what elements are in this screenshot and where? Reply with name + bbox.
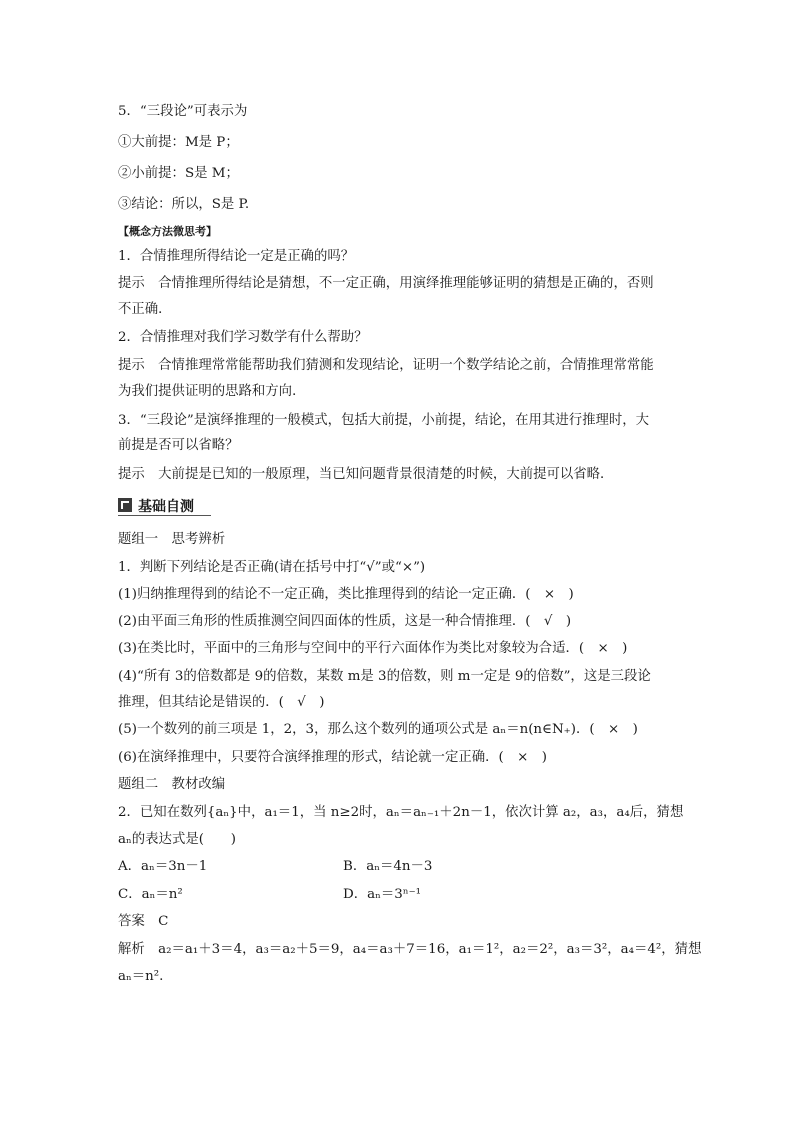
answer: 答案 C: [118, 914, 169, 929]
section-icon: [118, 498, 132, 512]
option-b: B．aₙ＝4n－3: [343, 859, 433, 874]
concept-question-3-line2: 前提是否可以省略？: [118, 438, 239, 453]
option-d: D．aₙ＝3ⁿ⁻¹: [343, 887, 422, 902]
statement-5: (5)一个数列的前三项是 1，2，3，那么这个数列的通项公式是 aₙ＝n(n∈N₊)．( × ): [118, 722, 638, 737]
concept-question-3-line1: 3．“三段论”是演绎推理的一般模式，包括大前提，小前提，结论，在用其进行推理时，大: [118, 413, 650, 428]
statement-6: (6)在演绎推理中，只要符合演绎推理的形式，结论就一定正确．( × ): [118, 750, 547, 765]
concept-question-1: 1．合情推理所得结论一定是正确的吗？: [118, 249, 355, 264]
group2-question-line1: 2．已知在数列{aₙ}中，a₁＝1，当 n≥2时，aₙ＝aₙ₋₁＋2n－1，依次计算 a₂，a₃，a₄后，猜想: [118, 805, 684, 820]
explanation-line1: 解析 a₂＝a₁＋3＝4，a₃＝a₂＋5＝9，a₄＝a₃＋7＝16，a₁＝1²，a₂＝2²，a₃＝3²，a₄＝4²，猜想: [118, 942, 702, 957]
concept-answer-3: 提示 大前提是已知的一般原理，当已知问题背景很清楚的时候，大前提可以省略．: [118, 467, 614, 482]
statement-1: (1)归纳推理得到的结论不一定正确，类比推理得到的结论一定正确．( × ): [118, 587, 574, 602]
major-premise: ①大前提：M是 P；: [118, 135, 239, 150]
minor-premise: ②小前提：S是 M；: [118, 166, 239, 181]
explanation-line2: aₙ＝n².: [118, 969, 164, 984]
section-header: [118, 496, 678, 516]
section-title: 基础自测: [138, 499, 194, 515]
group2-title: 题组二 教材改编: [118, 777, 226, 792]
group1-question-1: 1．判断下列结论是否正确(请在括号中打“√”或“×”): [118, 560, 426, 575]
statement-4-line1: (4)“所有 3的倍数都是 9的倍数，某数 m是 3的倍数，则 m一定是 9的倍数”，这是三段论: [118, 669, 651, 684]
conclusion: ③结论：所以，S是 P.: [118, 197, 250, 212]
group2-question-line2: aₙ的表达式是( ): [118, 832, 236, 847]
statement-3: (3)在类比时，平面中的三角形与空间中的平行六面体作为类比对象较为合适．( × ): [118, 641, 628, 656]
concept-answer-2-line2: 为我们提供证明的思路和方向．: [118, 384, 306, 399]
section-rule: [118, 515, 211, 516]
concept-answer-2-line1: 提示 合情推理常常能帮助我们猜测和发现结论，证明一个数学结论之前，合情推理常常能: [118, 358, 654, 373]
option-a: A．aₙ＝3n－1: [118, 859, 208, 874]
option-c: C．aₙ＝n²: [118, 887, 183, 902]
concept-question-2: 2．合情推理对我们学习数学有什么帮助？: [118, 330, 368, 345]
concept-answer-1-line1: 提示 合情推理所得结论是猜想，不一定正确，用演绎推理能够证明的猜想是正确的，否则: [118, 276, 654, 291]
group1-title: 题组一 思考辨析: [118, 532, 226, 547]
concept-answer-1-line2: 不正确．: [118, 302, 172, 317]
statement-2: (2)由平面三角形的性质推测空间四面体的性质，这是一种合情推理．( √ ): [118, 614, 572, 629]
concept-header: 【概念方法微思考】: [118, 225, 217, 238]
item5-title: 5．“三段论”可表示为: [118, 104, 248, 119]
statement-4-line2: 推理，但其结论是错误的．( √ ): [118, 695, 325, 710]
